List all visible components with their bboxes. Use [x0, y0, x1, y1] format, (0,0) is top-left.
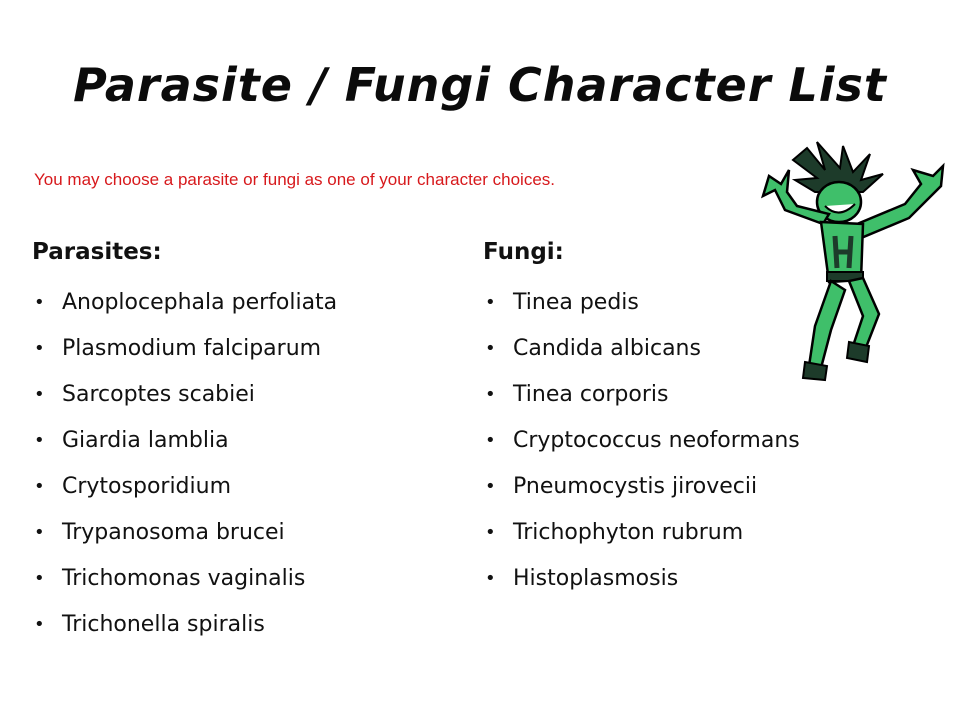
bullet-icon: • — [485, 476, 496, 497]
bullet-icon: • — [485, 292, 496, 313]
slide-title: Parasite / Fungi Character List — [73, 58, 887, 112]
bullet-icon: • — [34, 292, 45, 313]
fungus-name: Candida albicans — [513, 336, 701, 361]
fungi-heading: Fungi: — [483, 239, 564, 265]
list-item — [483, 556, 883, 602]
bullet-icon: • — [485, 522, 496, 543]
list-item — [483, 510, 883, 556]
list-item — [32, 464, 442, 510]
left-leg-shape — [809, 281, 845, 368]
list-item — [32, 510, 442, 556]
list-item — [32, 326, 442, 372]
parasite-name: Trichonella spiralis — [62, 612, 265, 637]
bullet-icon: • — [34, 430, 45, 451]
bullet-icon: • — [485, 338, 496, 359]
fungus-name: Tinea corporis — [513, 382, 669, 407]
parasites-list — [32, 280, 442, 648]
bullet-icon: • — [485, 384, 496, 405]
list-item — [483, 418, 883, 464]
list-item — [32, 418, 442, 464]
parasites-heading: Parasites: — [32, 239, 162, 265]
right-boot-shape — [847, 342, 869, 362]
parasites-column — [32, 232, 442, 648]
bullet-icon: • — [485, 430, 496, 451]
fungus-name: Cryptococcus neoformans — [513, 428, 800, 453]
parasite-name: Anoplocephala perfoliata — [62, 290, 338, 315]
parasite-name: Trypanosoma brucei — [62, 520, 285, 545]
fungus-name: Histoplasmosis — [513, 566, 679, 591]
list-item — [32, 372, 442, 418]
parasite-name: Giardia lamblia — [62, 428, 229, 453]
list-item — [32, 280, 442, 326]
list-item — [32, 556, 442, 602]
left-boot-shape — [803, 362, 827, 380]
right-leg-shape — [849, 278, 879, 350]
bullet-icon: • — [34, 338, 45, 359]
parasite-name: Trichomonas vaginalis — [62, 566, 306, 591]
bullet-icon: • — [34, 614, 45, 635]
instruction-note: You may choose a parasite or fungi as one of your character choices. — [34, 170, 556, 189]
bullet-icon: • — [34, 384, 45, 405]
fungus-name: Tinea pedis — [513, 290, 639, 315]
list-item — [483, 464, 883, 510]
bullet-icon: • — [34, 476, 45, 497]
bullet-icon: • — [34, 522, 45, 543]
parasite-name: Crytosporidium — [62, 474, 232, 499]
bullet-icon: • — [485, 568, 496, 589]
parasite-name: Plasmodium falciparum — [62, 336, 322, 361]
list-item — [32, 602, 442, 648]
green-cartoon-character-illustration — [745, 140, 950, 385]
bullet-icon: • — [34, 568, 45, 589]
fungus-name: Pneumocystis jirovecii — [513, 474, 758, 499]
parasite-name: Sarcoptes scabiei — [62, 382, 255, 407]
fungus-name: Trichophyton rubrum — [513, 520, 744, 545]
